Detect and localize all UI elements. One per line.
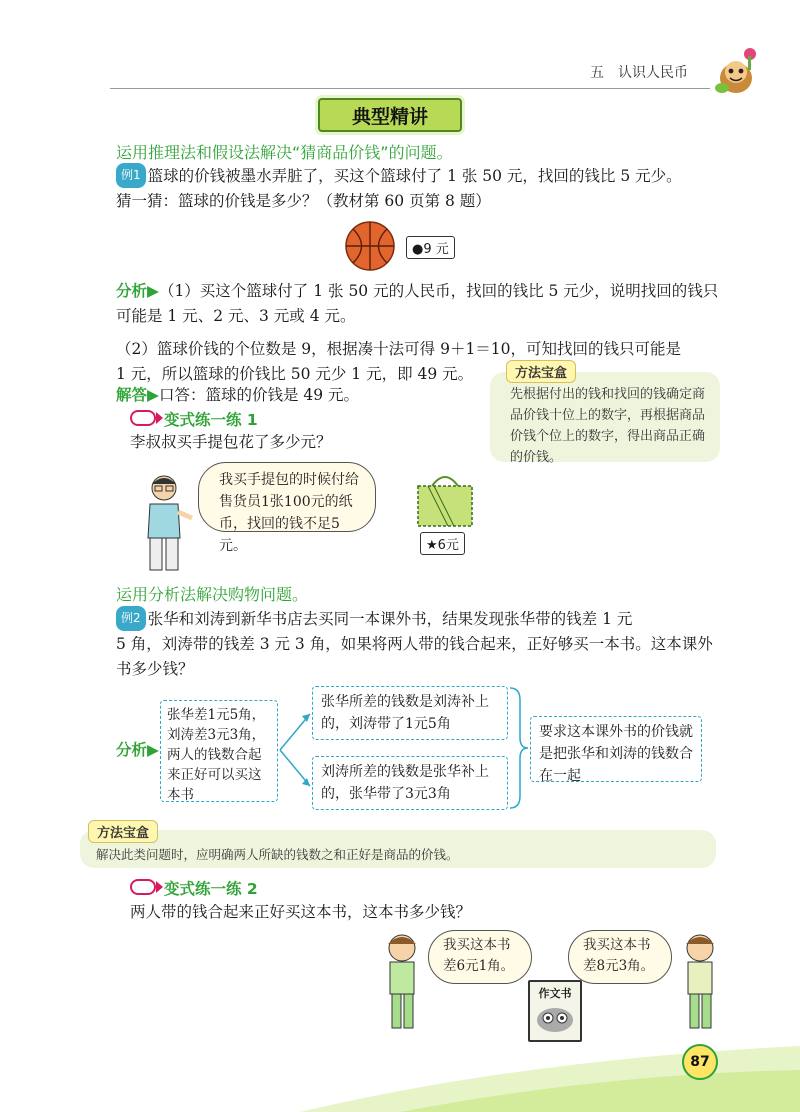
man-figure-icon — [138, 472, 194, 574]
mascot-icon — [712, 44, 760, 96]
method-tip-text-1: 先根据付出的钱和找回的钱确定商品价钱十位上的数字，再根据商品价钱个位上的数字，得出商品正确的价钱。 — [510, 387, 706, 465]
answer-1-text: 口答：篮球的价钱是 49 元。 — [158, 386, 360, 404]
analysis-box-conclusion: 要求这本课外书的价钱就是把张华和刘涛的钱数合在一起 — [530, 716, 702, 782]
example-1-line-1: 篮球的价钱被墨水弄脏了，买这个篮球付了 1 张 50 元，找回的钱比 5 元少。 — [147, 167, 682, 185]
book-title: 作文书 — [538, 987, 572, 1000]
example-2-line-3: 书多少钱？ — [116, 660, 194, 678]
page-number: 87 — [682, 1044, 718, 1080]
chapter-title: 五 认识人民币 — [590, 65, 688, 81]
analysis-label: 分析 — [116, 741, 148, 759]
bottom-wave-decoration — [0, 1040, 800, 1112]
method-tip-box-1 — [490, 372, 720, 465]
header-rule — [110, 88, 710, 89]
analysis-box-given: 张华差1元5角，刘涛差3元3角，两人的钱数合起来正好可以买这本书 — [160, 700, 278, 802]
triangle-icon: ▶ — [147, 741, 159, 759]
analysis-1 — [116, 279, 726, 387]
example-1 — [116, 163, 726, 214]
answer-1 — [116, 383, 359, 408]
analysis-1-line-4: 1 元，所以篮球的价钱比 50 元少 1 元，即 49 元。 — [116, 365, 474, 383]
practice-arrow-icon — [130, 410, 156, 426]
triangle-icon: ▶ — [147, 282, 159, 300]
analysis-label: 分析 — [116, 282, 148, 300]
section-banner: 典型精讲 — [318, 98, 462, 132]
basketball-icon — [344, 220, 396, 272]
speech-bubble-1: 我买手提包的时候付给售货员1张100元的纸币，找回的钱不足5元。 — [198, 462, 376, 532]
method-tip-title-2: 方法宝盒 — [88, 820, 158, 843]
handbag-price-tag: ★6元 — [420, 532, 465, 555]
speech-bubble-right: 我买这本书差8元3角。 — [568, 930, 672, 984]
practice-2-title: 变式练一练 2 — [164, 880, 258, 898]
topic-heading-1: 运用推理法和假设法解决“猜商品价钱”的问题。 — [116, 143, 453, 162]
example-tag: 例2 — [116, 606, 146, 631]
method-tip-text-2: 解决此类问题时，应明确两人所缺的钱数之和正好是商品的价钱。 — [96, 847, 459, 862]
example-tag: 例1 — [116, 163, 146, 188]
analysis-2-label-wrap — [116, 738, 159, 760]
example-2-line-2: 5 角，刘涛带的钱差 3 元 3 角，如果将两人带的钱合起来，正好够买一本书。这本课外 — [116, 635, 713, 653]
practice-1-heading — [130, 408, 258, 430]
handbag-icon — [414, 472, 476, 530]
analysis-box-zhanghua: 刘涛所差的钱数是张华补上的，张华带了3元3角 — [312, 756, 508, 810]
boy-left-icon — [378, 932, 426, 1034]
answer-label: 解答 — [116, 386, 148, 404]
practice-1-title: 变式练一练 1 — [164, 411, 258, 429]
book-icon — [528, 980, 582, 1042]
practice-arrow-icon — [130, 879, 156, 895]
practice-2-heading — [130, 877, 258, 899]
branch-arrows — [278, 700, 314, 800]
method-tip-box-2 — [80, 830, 716, 868]
analysis-box-liutao: 张华所差的钱数是刘涛补上的，刘涛带了1元5角 — [312, 686, 508, 740]
owl-icon — [532, 1004, 578, 1034]
boy-right-icon — [676, 932, 724, 1034]
brace-icon — [508, 686, 530, 810]
analysis-1-line-1: （1）买这个篮球付了 1 张 50 元的人民币，找回的钱比 5 元少，说明找回的钱只 — [158, 282, 719, 300]
topic-heading-2: 运用分析法解决购物问题。 — [116, 585, 309, 604]
method-tip-title-1: 方法宝盒 — [506, 360, 576, 383]
analysis-1-line-3: （2）篮球价钱的个位数是 9，根据凑十法可得 9＋1＝10，可知找回的钱只可能是 — [116, 340, 682, 358]
example-2 — [116, 606, 726, 682]
ball-price-tag: ●9 元 — [406, 236, 455, 259]
example-2-line-1: 张华和刘涛到新华书店去买同一本课外书，结果发现张华带的钱差 1 元 — [147, 610, 633, 628]
practice-2-question: 两人带的钱合起来正好买这本书，这本书多少钱？ — [130, 903, 472, 921]
practice-1-question: 李叔叔买手提包花了多少元？ — [130, 433, 332, 451]
example-1-line-2: 猜一猜：篮球的价钱是多少？（教材第 60 页第 8 题） — [116, 192, 491, 210]
triangle-icon: ▶ — [147, 386, 159, 404]
speech-bubble-left: 我买这本书差6元1角。 — [428, 930, 532, 984]
analysis-1-line-2: 可能是 1 元、2 元、3 元或 4 元。 — [116, 307, 356, 325]
